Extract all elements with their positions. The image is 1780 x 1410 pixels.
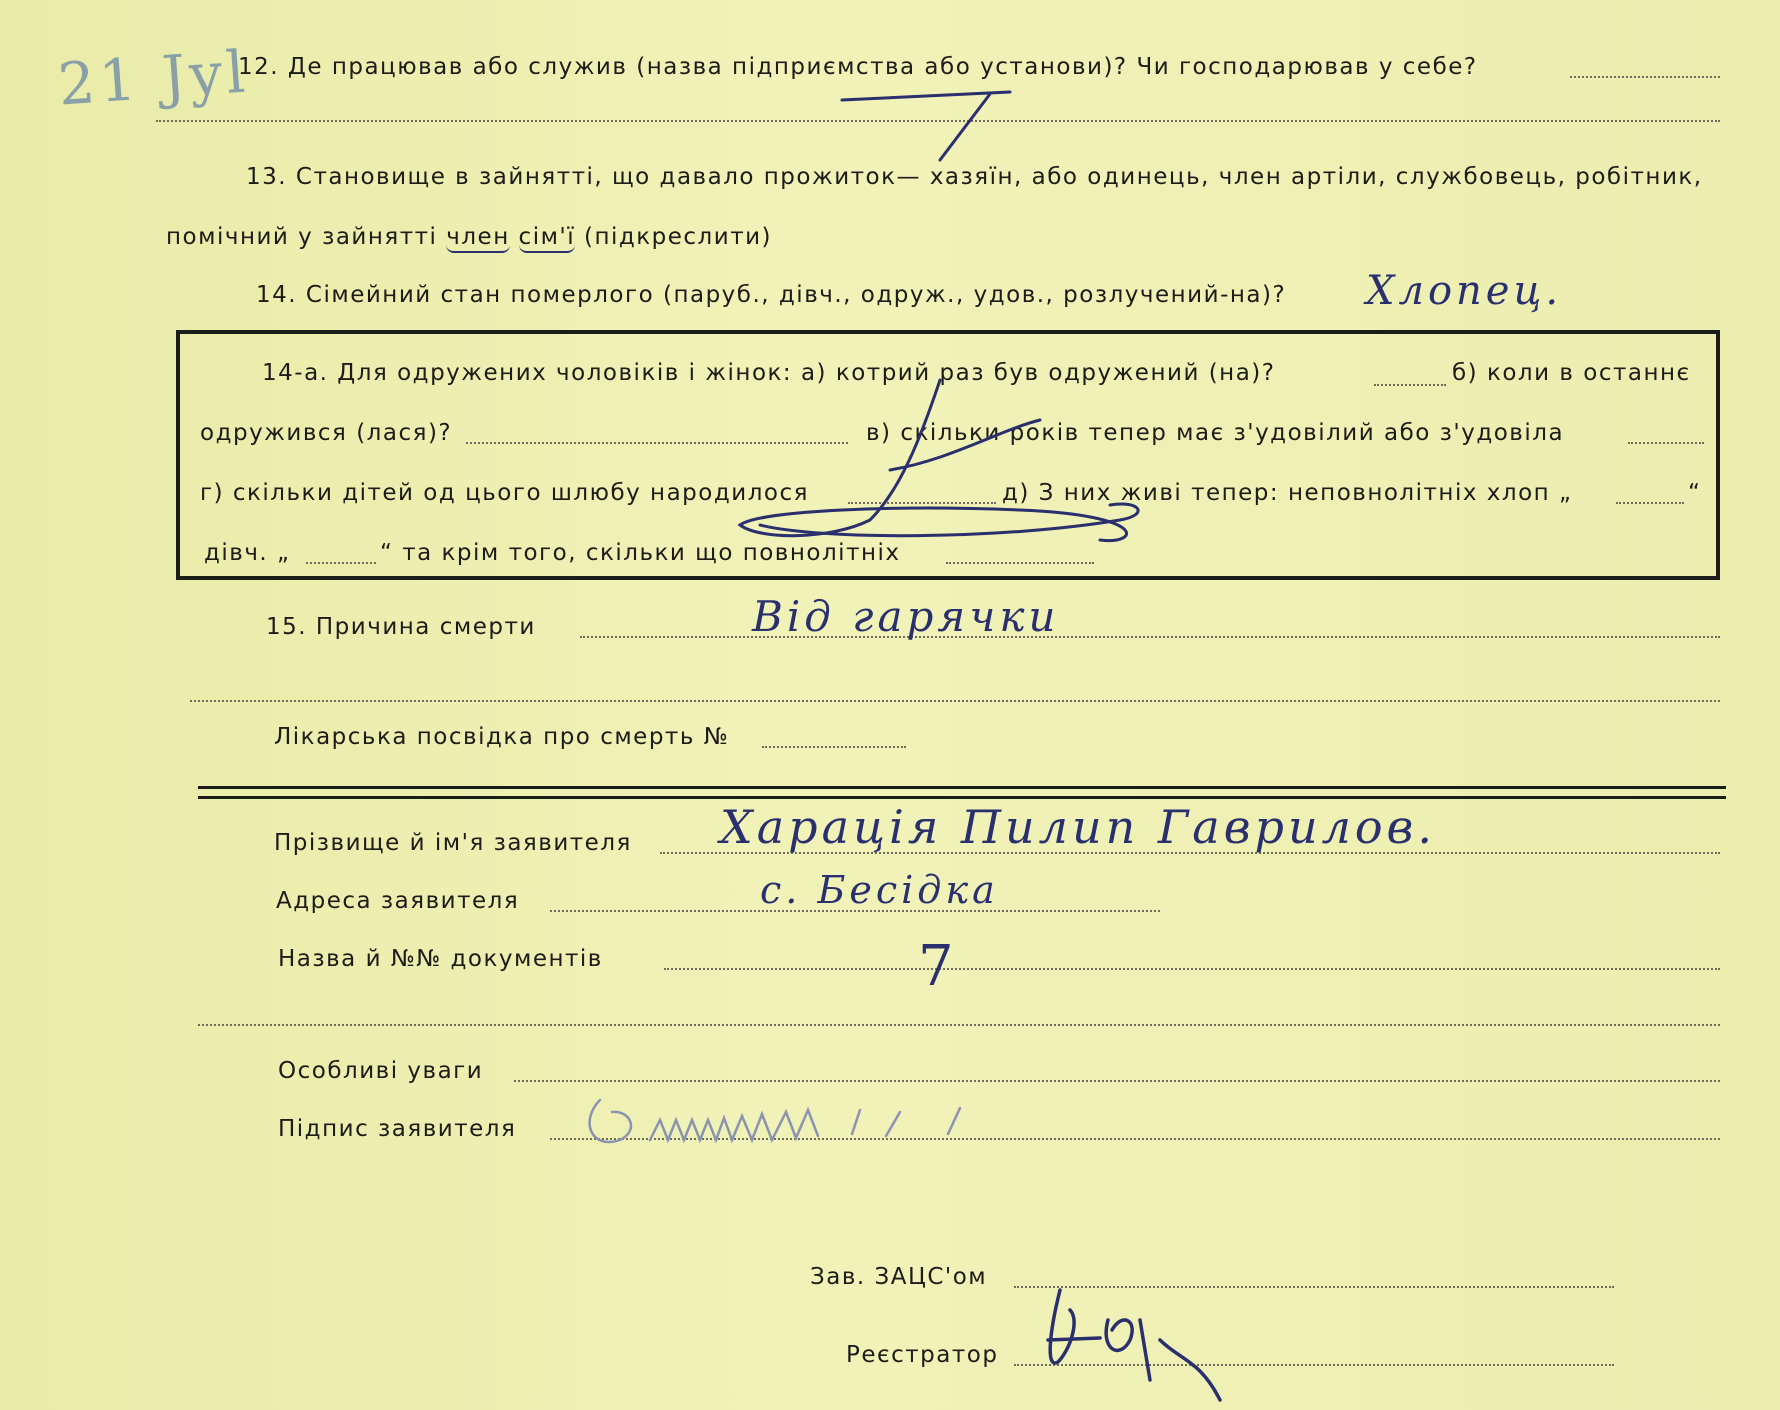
applicant-name-label: Прізвище й ім'я заявителя xyxy=(274,830,632,856)
applicant-signature-label: Підпис заявителя xyxy=(278,1116,517,1142)
q14a-line-1b: б) коли в останнє xyxy=(1452,360,1691,386)
q14a-line-3b: д) З них живі тепер: неповнолітніх хлоп „ xyxy=(1002,480,1573,506)
q13-line-2-suffix: (підкреслити) xyxy=(575,224,773,250)
q15-answer: Від гарячки xyxy=(752,592,1060,641)
q15-label: 15. Причина смерти xyxy=(266,614,536,640)
q12-dash-mark xyxy=(842,92,1010,160)
q13-underlined-member: член xyxy=(446,224,509,253)
applicant-docs-value: 7 xyxy=(918,934,958,999)
q14a-line-1a: 14-а. Для одружених чоловіків і жінок: а) котрий раз був одружений (на)? xyxy=(262,360,1276,386)
q13-underlined-family: сім'ї xyxy=(519,224,576,253)
footer-registrar-label: Реєстратор xyxy=(846,1342,999,1368)
applicant-name-value: Харація Пилип Гаврилов. xyxy=(720,800,1436,854)
applicant-address-label: Адреса заявителя xyxy=(276,888,520,914)
applicant-docs-label: Назва й №№ документів xyxy=(278,946,603,972)
footer-head-label: Зав. ЗАЦС'ом xyxy=(810,1264,988,1290)
applicant-notes-label: Особливі уваги xyxy=(278,1058,484,1084)
margin-note: 21 Jyl xyxy=(55,37,251,119)
applicant-address-value: с. Бесідка xyxy=(760,868,999,912)
q13-line-1: 13. Становище в зайнятті, що давало прожиток— хазяїн, або одинець, член артіли, службовець, робітник, xyxy=(246,164,1703,190)
q14a-line-2b: в) скільки років тепер має з'удовілий або з'удовіла xyxy=(866,420,1565,446)
q14-label: 14. Сімейний стан померлого (паруб., дівч., одруж., удов., розлучений-на)? xyxy=(256,282,1287,308)
q14a-line-4b: “ та крім того, скільки що повнолітніх xyxy=(380,540,901,566)
q14a-z-strike xyxy=(740,380,1127,541)
q14a-line-2a: одружився (лася)? xyxy=(200,420,453,446)
medical-label: Лікарська посвідка про смерть № xyxy=(274,724,730,750)
applicant-signature-scribble xyxy=(590,1100,960,1142)
q14a-line-3c: “ xyxy=(1688,480,1702,506)
q14a-line-3a: г) скільки дітей од цього шлюбу народилося xyxy=(200,480,809,506)
q14a-line-4a: дівч. „ xyxy=(204,540,291,566)
registrar-signature xyxy=(1048,1290,1220,1400)
q12-label: 12. Де працював або служив (назва підприємства або установи)? Чи господарював у себе? xyxy=(238,54,1478,80)
q14-answer: Хлопец. xyxy=(1366,268,1563,314)
q13-line-2-prefix: помічний у зайнятті xyxy=(166,224,447,250)
